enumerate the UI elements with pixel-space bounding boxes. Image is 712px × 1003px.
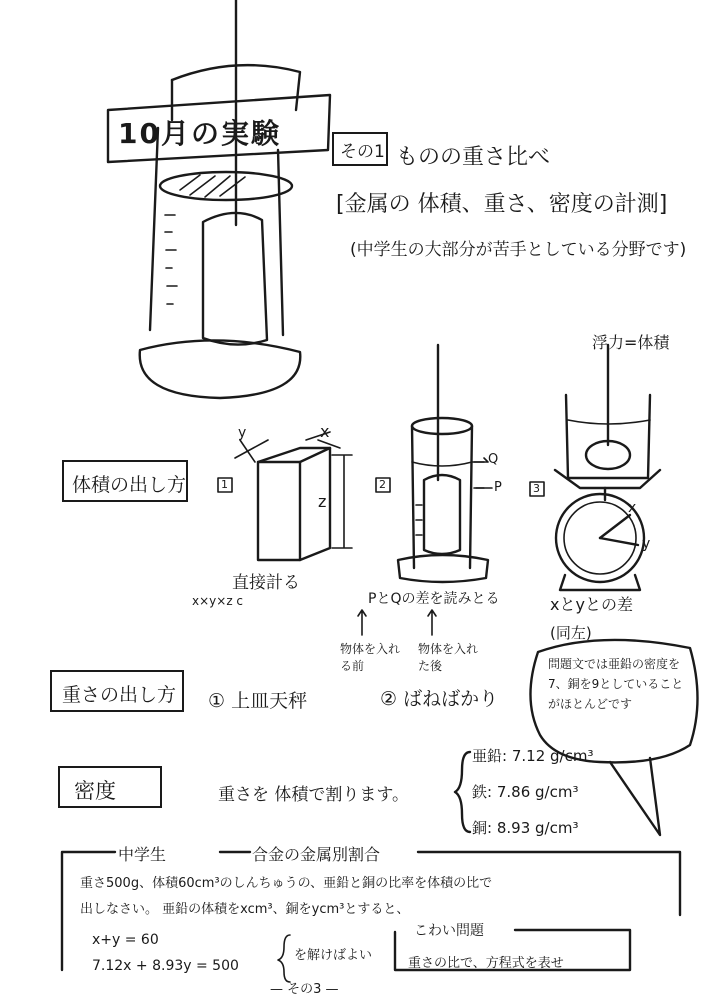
density-heading: 密度 — [74, 779, 116, 803]
part-box-label: その1 — [340, 142, 385, 162]
density-value: 7.12 — [511, 747, 546, 765]
method2-after: 物体を入れた後 — [418, 642, 479, 673]
method1-dim-x: x — [320, 422, 330, 441]
density-unit: g/cm³ — [535, 783, 579, 801]
solve-text: を解けばよい — [294, 948, 373, 963]
method2-label: PとQの差を読みとる — [368, 591, 500, 607]
method2-label-p: P — [494, 480, 502, 495]
density-row: 鉄: 7.86 g/cm³ — [472, 783, 579, 801]
speech-bubble-tail — [610, 758, 660, 835]
density-heading-box — [58, 766, 162, 808]
method3-label: xとyとの差 — [550, 595, 633, 614]
part-title: ものの重さ比べ — [396, 145, 551, 170]
density-value: 8.93 — [496, 819, 531, 837]
method2-label-q: Q — [488, 452, 499, 467]
density-unit: g/cm³ — [550, 747, 594, 765]
density-value: 7.86 — [496, 783, 531, 801]
method3-same: (同左) — [550, 624, 592, 642]
bottom-label-title: 合金の金属別割合 — [252, 845, 381, 864]
method2-number: 2 — [379, 478, 386, 491]
problem-line-2: 出しなさい。 亜鉛の体積をxcm³、銅をycm³とすると、 — [80, 902, 410, 917]
density-values — [472, 745, 593, 853]
hard-problem-title: こわい問題 — [414, 923, 484, 939]
rectangular-block-drawing — [218, 432, 352, 560]
hard-problem-text: 重さの比で、方程式を表せ — [408, 956, 564, 971]
dial-x: x — [628, 500, 637, 516]
density-brace — [455, 752, 470, 832]
weight-heading-box — [50, 670, 184, 712]
bottom-label-left: 中学生 — [118, 845, 167, 864]
method1-label: 直接計る — [232, 573, 300, 593]
density-unit: g/cm³ — [535, 819, 579, 837]
volume-heading: 体積の出し方 — [72, 474, 187, 496]
equation-2: 7.12x + 8.93y = 500 — [92, 958, 239, 974]
density-metal: 鉄 — [472, 783, 488, 801]
difficulty-note-text: (中学生の大部分が苦手としている分野です) — [350, 240, 687, 260]
page-footer: — その3 — — [270, 982, 339, 997]
speech-bubble-text: 問題文では亜鉛の密度を7、銅を9としていることがほとんどです — [548, 657, 684, 711]
buoyancy-label: 浮力=体積 — [592, 333, 670, 352]
density-metal: 銅 — [472, 819, 488, 837]
density-row: 亜鉛: 7.12 g/cm³ — [472, 747, 594, 765]
method1-dim-y: y — [238, 425, 247, 441]
dial-y: y — [642, 536, 651, 552]
method1-dim-z: z — [318, 492, 327, 511]
density-text: 重さを 体積で割ります。 — [218, 785, 410, 805]
solve-brace — [278, 935, 290, 982]
title-banner: 10月の実験 — [118, 117, 281, 150]
cylinder-with-object-drawing — [376, 345, 488, 582]
method1-formula: x×y×z c — [192, 594, 244, 608]
subject-line: [金属の 体積、重さ、密度の計測] — [336, 192, 668, 217]
problem-line-1: 重さ500g、体積60cm³のしんちゅうの、亜鉛と銅の比率を体積の比で — [80, 876, 493, 891]
method2-before: 物体を入れる前 — [340, 642, 401, 673]
weight-heading: 重さの出し方 — [62, 684, 177, 706]
weight-option-2: ② ばねばかり — [380, 688, 499, 710]
part-box — [332, 132, 388, 166]
volume-heading-box — [62, 460, 188, 502]
density-row: 銅: 8.93 g/cm³ — [472, 819, 579, 837]
large-measuring-cylinder-drawing — [140, 0, 301, 398]
method1-number: 1 — [221, 478, 228, 491]
weight-option-1: ① 上皿天秤 — [208, 690, 308, 712]
method3-number: 3 — [533, 482, 540, 495]
equation-1: x+y = 60 — [92, 932, 159, 948]
scale-and-beaker-drawing — [530, 345, 660, 590]
density-metal: 亜鉛 — [472, 747, 503, 765]
difficulty-note — [350, 236, 690, 264]
